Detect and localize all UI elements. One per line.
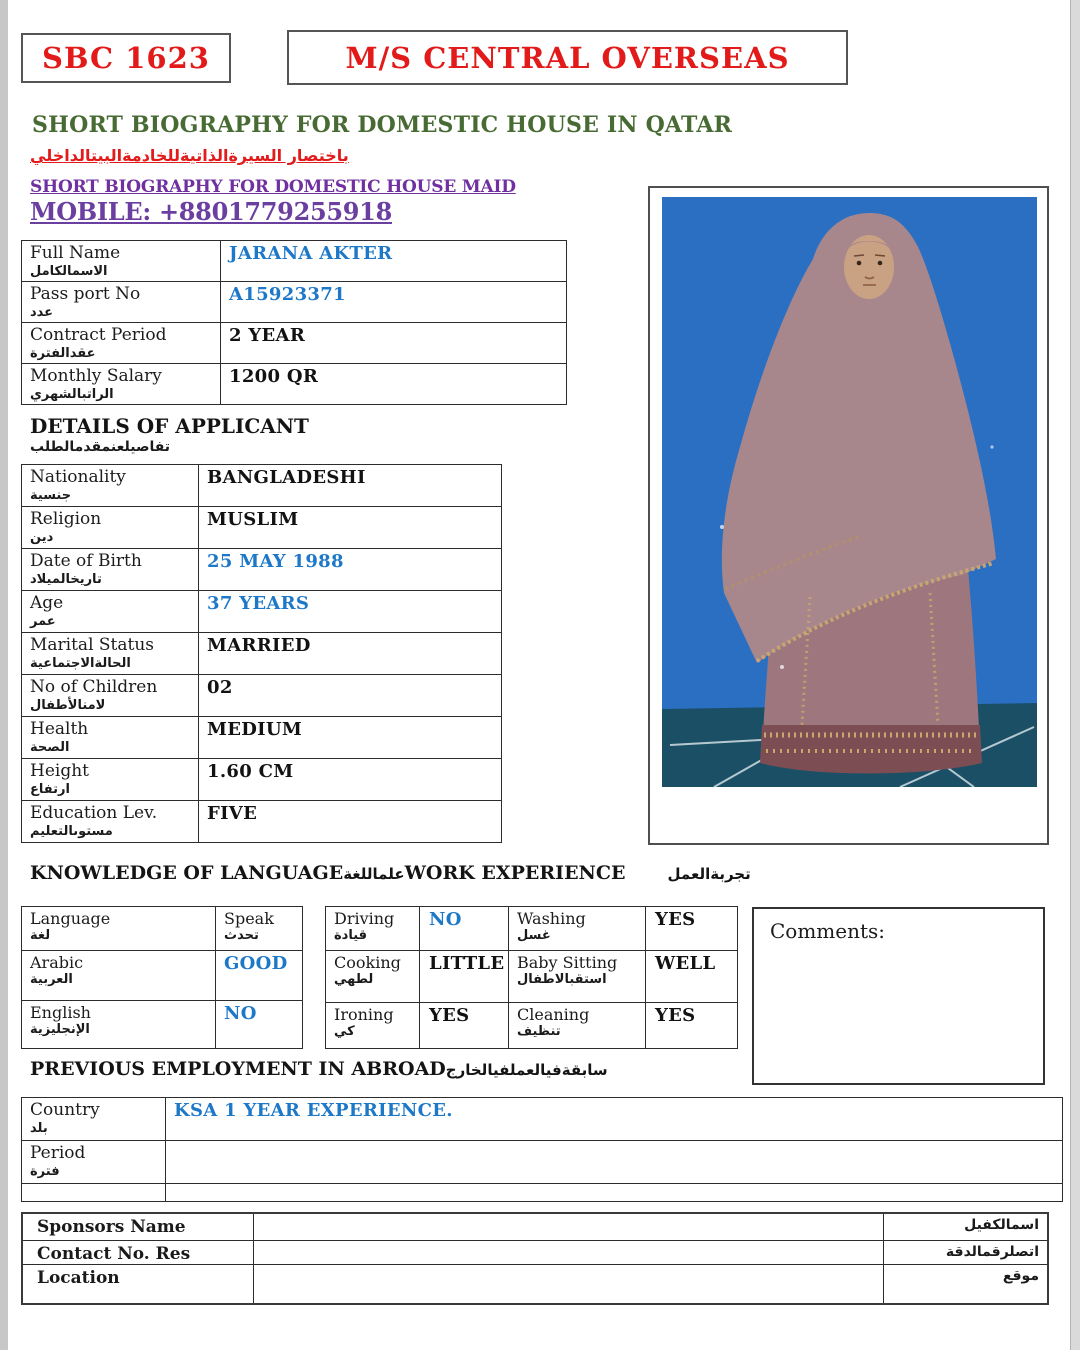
table-row xyxy=(22,1213,1048,1240)
work-experience-heading: WORK EXPERIENCE xyxy=(404,862,626,884)
knowledge-of-language-heading-arabic: علماللغة xyxy=(343,865,405,883)
row-label-arabic: الصحة xyxy=(30,739,70,755)
column-header-arabic: لغة xyxy=(30,928,51,944)
mobile-number: MOBILE: +8801779255918 xyxy=(30,197,392,226)
row-label-arabic: مستوىالتعليم xyxy=(30,823,113,839)
row-value: 1.60 CM xyxy=(199,759,502,801)
row-label-arabic: دين xyxy=(30,529,54,545)
row-label-arabic: اتصلرقمالدقة xyxy=(883,1240,1048,1264)
row-value: NO xyxy=(420,907,509,951)
details-heading-arabic: تفاصيلعنمقدمالطلب xyxy=(30,439,171,455)
table-row xyxy=(22,801,502,843)
row-value: 37 YEARS xyxy=(199,591,502,633)
row-value: BANGLADESHI xyxy=(199,465,502,507)
row-label: English xyxy=(30,1003,91,1022)
table-row xyxy=(22,1240,1048,1264)
row-label: Driving xyxy=(334,909,395,928)
row-value xyxy=(253,1213,883,1240)
row-label-arabic: اسمالكفيل xyxy=(883,1213,1048,1240)
row-label-arabic: ارتفاع xyxy=(30,781,70,797)
page-edge-right xyxy=(1070,0,1080,1350)
previous-employment-heading: PREVIOUS EMPLOYMENT IN ABROADسابقةفيالعملفيالخارج xyxy=(30,1058,608,1080)
row-label: Sponsors Name xyxy=(22,1213,253,1240)
row-label: Marital Status xyxy=(30,635,155,655)
row-value: WELL xyxy=(646,951,738,1003)
table-row xyxy=(22,507,502,549)
doc-title-arabic: باختصار السيرةالذاتيةللخادمةالبيتالداخلي xyxy=(30,146,349,165)
row-label: Washing xyxy=(517,909,586,928)
row-label: Religion xyxy=(30,509,102,529)
table-row xyxy=(326,907,738,951)
row-label: Health xyxy=(30,719,89,739)
summary-table xyxy=(21,240,567,405)
row-label-arabic: جنسية xyxy=(30,487,72,503)
row-value: MEDIUM xyxy=(199,717,502,759)
table-row xyxy=(22,1264,1048,1304)
row-label-arabic: عمر xyxy=(30,613,56,629)
details-table xyxy=(21,464,502,843)
row-label: Location xyxy=(22,1264,253,1304)
row-value: FIVE xyxy=(199,801,502,843)
details-heading: DETAILS OF APPLICANT xyxy=(30,414,309,438)
row-label: Monthly Salary xyxy=(30,366,162,386)
row-label-arabic: غسل xyxy=(517,928,551,944)
row-label: Arabic xyxy=(30,953,84,972)
row-value: 02 xyxy=(199,675,502,717)
language-table xyxy=(21,906,303,1049)
row-label-arabic: قيادة xyxy=(334,928,368,944)
doc-title: SHORT BIOGRAPHY FOR DOMESTIC HOUSE IN QATAR xyxy=(32,112,733,138)
row-label-arabic: لامنالأطفال xyxy=(30,697,106,713)
ref-no-text: SBC 1623 xyxy=(42,41,210,75)
row-label-arabic: تنظيف xyxy=(517,1024,561,1040)
table-row xyxy=(22,1001,303,1049)
table-row xyxy=(22,1141,1063,1184)
row-label-arabic: بلد xyxy=(30,1120,48,1136)
row-value: GOOD xyxy=(216,951,303,1001)
row-value xyxy=(253,1240,883,1264)
row-label: Height xyxy=(30,761,89,781)
sponsor-table xyxy=(21,1212,1049,1305)
applicant-photo xyxy=(662,197,1037,787)
table-row xyxy=(22,907,303,951)
row-label-arabic: عدد xyxy=(30,304,54,320)
table-row xyxy=(22,364,567,405)
table-row xyxy=(22,549,502,591)
agency-box xyxy=(287,30,848,85)
row-value: MUSLIM xyxy=(199,507,502,549)
row-value: JARANA AKTER xyxy=(221,241,567,282)
row-label-arabic: لطهي xyxy=(334,972,374,988)
row-label: Period xyxy=(30,1143,86,1163)
row-label: Contact No. Res xyxy=(22,1240,253,1264)
column-header: Speak xyxy=(224,909,274,928)
table-row xyxy=(22,282,567,323)
row-label-arabic: استقبالاطفال xyxy=(517,972,607,988)
row-value xyxy=(166,1141,1063,1184)
row-value xyxy=(166,1184,1063,1202)
row-label-arabic: عقدالفترة xyxy=(30,345,96,361)
row-value: 1200 QR xyxy=(221,364,567,405)
row-value xyxy=(253,1264,883,1304)
table-row xyxy=(326,951,738,1003)
row-value: YES xyxy=(646,1003,738,1049)
row-label: Date of Birth xyxy=(30,551,142,571)
table-row xyxy=(22,1098,1063,1141)
ref-no-box xyxy=(21,33,231,83)
row-label-arabic: موقع xyxy=(883,1264,1048,1304)
row-label-arabic: الاسمالكامل xyxy=(30,263,108,279)
previous-employment-heading-arabic: سابقةفيالعملفيالخارج xyxy=(445,1061,608,1079)
table-row xyxy=(326,1003,738,1049)
comments-label: Comments: xyxy=(770,919,886,943)
row-label-arabic: الإنجليزية xyxy=(30,1022,90,1038)
row-label: Pass port No xyxy=(30,284,141,304)
page-edge-left xyxy=(0,0,8,1350)
row-label: Education Lev. xyxy=(30,803,158,823)
row-label: Cooking xyxy=(334,953,401,972)
row-value: NO xyxy=(216,1001,303,1049)
row-value: 2 YEAR xyxy=(221,323,567,364)
row-value: YES xyxy=(420,1003,509,1049)
agency-name-text: M/S CENTRAL OVERSEAS xyxy=(345,40,790,75)
row-label: Contract Period xyxy=(30,325,167,345)
doc-subtitle: SHORT BIOGRAPHY FOR DOMESTIC HOUSE MAID xyxy=(30,177,516,197)
row-label: Country xyxy=(30,1100,100,1120)
row-value: 25 MAY 1988 xyxy=(199,549,502,591)
table-row xyxy=(22,951,303,1001)
table-row xyxy=(22,591,502,633)
table-row xyxy=(22,633,502,675)
row-value: MARRIED xyxy=(199,633,502,675)
row-label-arabic: الراتبالشهري xyxy=(30,386,114,402)
applicant-photo-frame xyxy=(648,186,1049,845)
work-experience-heading-arabic: تجربةالعمل xyxy=(667,865,751,883)
row-label: Ironing xyxy=(334,1005,394,1024)
column-header: Language xyxy=(30,909,111,928)
row-value: YES xyxy=(646,907,738,951)
row-label-arabic: تاريخالميلاد xyxy=(30,571,102,587)
work-experience-table xyxy=(325,906,738,1049)
table-row xyxy=(22,717,502,759)
row-value: A15923371 xyxy=(221,282,567,323)
row-label-arabic: فترة xyxy=(30,1163,60,1179)
row-label: Nationality xyxy=(30,467,126,487)
table-row xyxy=(22,465,502,507)
row-label-arabic: الحالةالاجتماعية xyxy=(30,655,131,671)
table-row xyxy=(22,759,502,801)
row-label: Baby Sitting xyxy=(517,953,618,972)
row-label: No of Children xyxy=(30,677,158,697)
row-label-arabic: كي xyxy=(334,1024,355,1040)
row-value: LITTLE xyxy=(420,951,509,1003)
row-label: Full Name xyxy=(30,243,121,263)
table-row xyxy=(22,675,502,717)
comments-box xyxy=(752,907,1045,1085)
row-label: Age xyxy=(30,593,64,613)
row-label-arabic: العربية xyxy=(30,972,73,988)
column-header-arabic: تحدث xyxy=(224,928,259,944)
table-row xyxy=(22,323,567,364)
skills-heading xyxy=(30,862,751,884)
row-value: KSA 1 YEAR EXPERIENCE. xyxy=(166,1098,1063,1141)
knowledge-of-language-heading: KNOWLEDGE OF LANGUAGE xyxy=(30,862,344,884)
table-row xyxy=(22,241,567,282)
table-row xyxy=(22,1184,1063,1202)
previous-employment-table xyxy=(21,1097,1063,1202)
row-label: Cleaning xyxy=(517,1005,590,1024)
